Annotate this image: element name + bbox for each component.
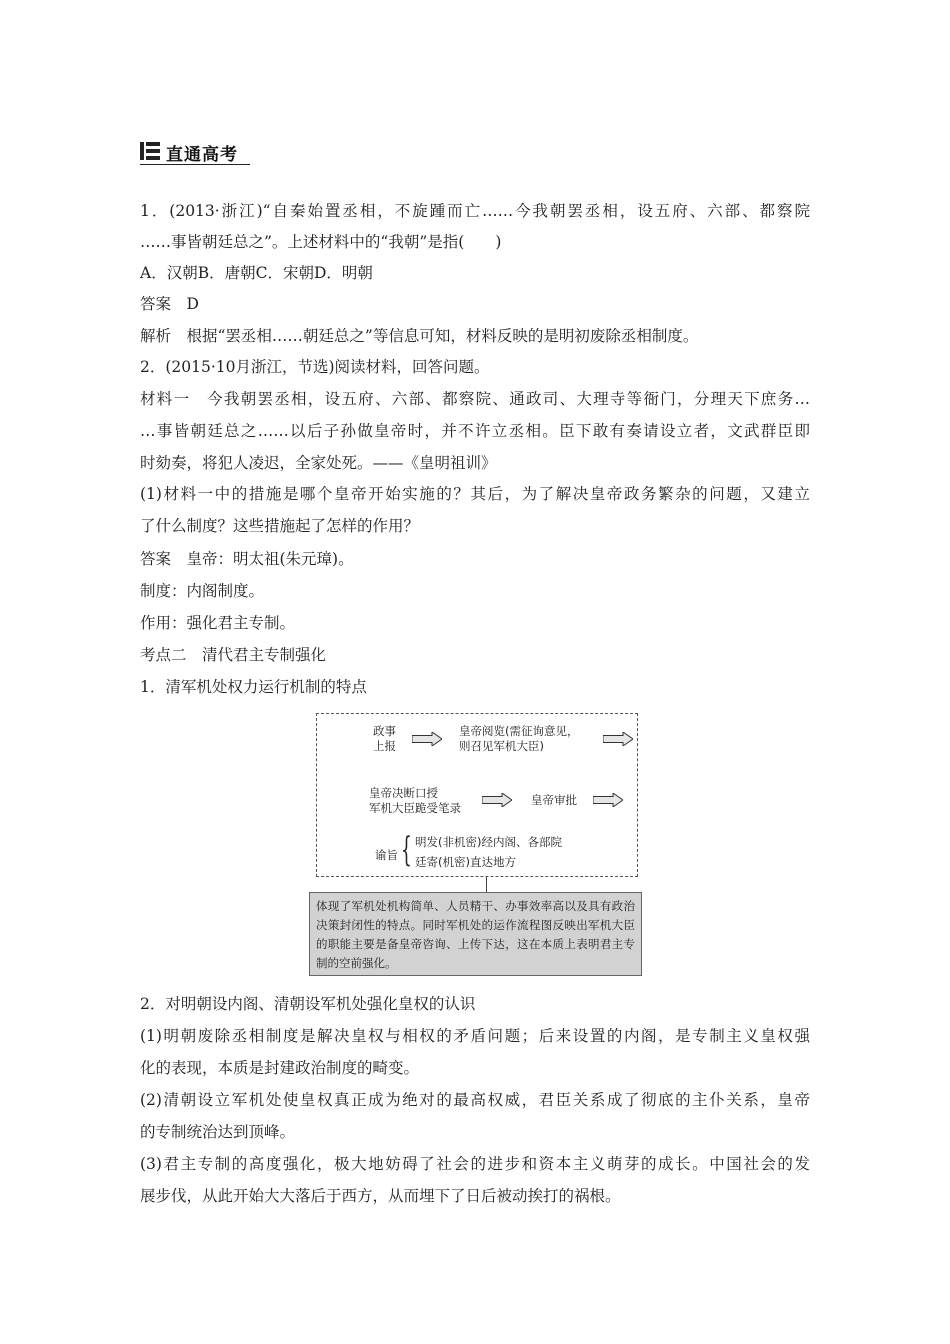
right-arrow-icon [593,793,623,807]
step3-line2: 军机大臣跪受笔录 [369,801,461,815]
step2-line1: 皇帝阅览(需征询意见， [459,724,579,738]
edict-line1: 明发(非机密)经内阁、各部院 [415,835,562,849]
flow-box [316,713,638,877]
p2-1-line2: 化的表现，本质是封建政治制度的畸变。 [140,1059,420,1077]
step1-line2: 上报 [373,739,396,753]
q2-material-line1: 材料一 今我朝罢丞相，设五府、六部、都察院、通政司、大理寺等衙门，分理天下庶务… [140,390,810,408]
right-arrow-icon [412,732,442,746]
q1-analysis: 解析 根据“罢丞相……朝廷总之”等信息可知，材料反映的是明初废除丞相制度。 [140,327,699,345]
right-arrow-icon [482,793,512,807]
edict-line2: 廷寄(机密)直达地方 [415,855,516,869]
q2-sub1-line2: 了什么制度？这些措施起了怎样的作用？ [140,517,420,535]
step2-line2: 则召见军机大臣) [459,739,544,753]
edict-brace: { [401,830,412,870]
q2-stem: 2．(2015·10月浙江，节选)阅读材料，回答问题。 [140,358,490,376]
p2-2-line2: 的专制统治达到顶峰。 [140,1123,296,1141]
junjichu-flow-diagram [308,711,648,979]
p2-1-line1: (1)明朝废除丞相制度是解决皇权与相权的矛盾问题；后来设置的内阁，是专制主义皇权强 [140,1027,810,1045]
q1-options: A．汉朝B．唐朝C．宋朝D．明朝 [140,264,373,282]
q2-material-line2: …事皆朝廷总之……以后子孙做皇帝时，并不许立丞相。臣下敢有奏请设立者，文武群臣即 [140,422,810,440]
diagram-summary: 体现了军机处机构简单、人员精干、办事效率高以及具有政治决策封闭性的特点。同时军机处的运作流程图反映出军机大臣的职能主要是备皇帝咨询、上传下达，这在本质上表明君主专制的空前强化。 [309,892,642,976]
step1-line1: 政事 [373,724,396,738]
q2-answer2: 制度：内阁制度。 [140,582,265,600]
q1-stem-line1: 1．(2013·浙江)“自秦始置丞相，不旋踵而亡……今我朝罢丞相，设五府、六部、都察院 [140,202,810,220]
flow-connector [486,877,487,892]
list-icon [140,142,160,160]
p2-3-line2: 展步伐，从此开始大大落后于西方，从而埋下了日后被动挨打的祸根。 [140,1187,621,1205]
q2-sub1-line1: (1)材料一中的措施是哪个皇帝开始实施的？其后，为了解决皇帝政务繁杂的问题，又建立 [140,485,810,503]
q1-answer: 答案 D [140,295,199,313]
right-arrow-icon [603,732,633,746]
kaodian-point2: 2．对明朝设内阁、清朝设军机处强化皇权的认识 [140,995,476,1013]
q2-answer3: 作用：强化君主专制。 [140,614,296,632]
step3-line1: 皇帝决断口授 [369,786,438,800]
kaodian-point1: 1．清军机处权力运行机制的特点 [140,678,367,696]
step4: 皇帝审批 [531,793,577,807]
q2-answer1: 答案 皇帝：明太祖(朱元璋)。 [140,550,354,568]
p2-3-line1: (3)君主专制的高度强化，极大地妨碍了社会的进步和资本主义萌芽的成长。中国社会的发 [140,1155,810,1173]
kaodian-title: 考点二 清代君主专制强化 [140,646,327,664]
section-header [140,140,250,165]
q2-material-line3: 时劾奏，将犯人凌迟，全家处死。——《皇明祖训》 [140,454,497,472]
section-title: 直通高考 [166,145,238,165]
p2-2-line1: (2)清朝设立军机处使皇权真正成为绝对的最高权威，君臣关系成了彻底的主仆关系，皇帝 [140,1091,810,1109]
edict-label: 谕旨 [375,848,398,862]
q1-stem-line2: ……事皆朝廷总之”。上述材料中的“我朝”是指( ) [140,233,502,251]
